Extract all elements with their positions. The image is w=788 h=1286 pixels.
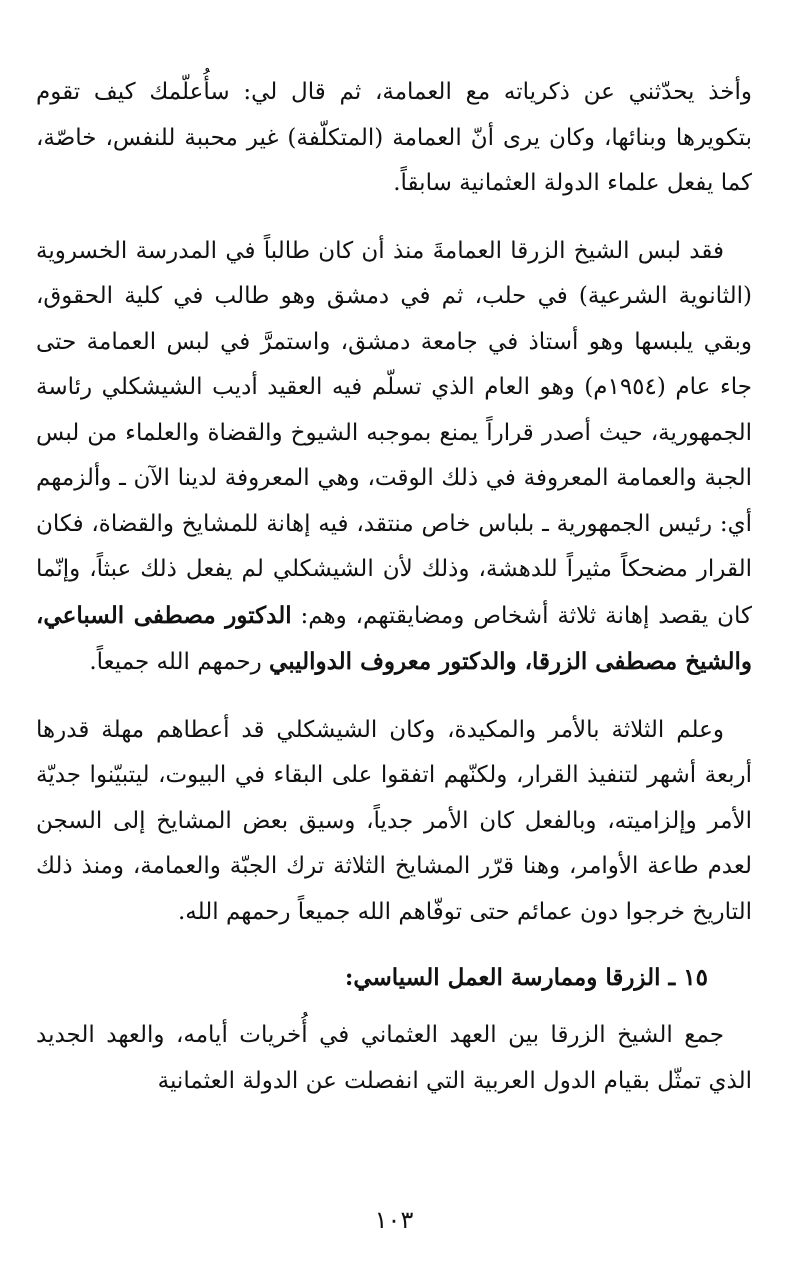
paragraph-political-work: جمع الشيخ الزرقا بين العهد العثماني في أُخريات أيامه، والعهد الجديد الذي تمثّل بقيام الدول العربية التي انفصلت عن الدولة العثمانية	[36, 1022, 752, 1094]
paragraph-turban-history	[36, 229, 752, 686]
paragraph-turban-history-names: الدكتور مصطفى السباعي، والشيخ مصطفى الزرقا، والدكتور معروف الدواليبي	[36, 601, 752, 675]
paragraph-three-sheikhs: وعلم الثلاثة بالأمر والمكيدة، وكان الشيشكلي قد أعطاهم مهلة قدرها أربعة أشهر لتنفيذ القرار، ولكنّهم اتفقوا على البقاء في البيوت، ليتبيّنوا جديّة الأمر وإلزاميته، وبالفعل كان الأمر جدياً، وسيق بعض المشايخ إلى السجن لعدم طاعة الأوامر، وهنا قرّر المشايخ الثلاثة ترك الجبّة والعمامة، ومنذ ذلك التاريخ خرجوا دون عمائم حتى توفّاهم الله جميعاً رحمهم الله.	[36, 716, 752, 925]
paragraph-turban-history-ending: رحمهم الله جميعاً.	[89, 649, 270, 675]
paragraph-turban-memories: وأخذ يحدّثني عن ذكرياته مع العمامة، ثم قال لي: سأُعلّمك كيف تقوم بتكويرها وبنائها، وكان يرى أنّ العمامة (المتكلّفة) غير محببة للنفس، خاصّة، كما يفعل علماء الدولة العثمانية سابقاً.	[36, 79, 752, 196]
page-body	[36, 70, 752, 1126]
section-heading: ١٥ ـ الزرقا وممارسة العمل السياسي:	[344, 964, 708, 991]
page-number: ١٠٣	[374, 1206, 414, 1234]
paragraph-turban-history-text: فقد لبس الشيخ الزرقا العمامةَ منذ أن كان طالباً في المدرسة الخسروية (الثانوية الشرعية) في حلب، ثم في دمشق وهو طالب في كلية الحقوق، وبقي يلبسها وهو أستاذ في جامعة دمشق، واستمرَّ في لبس العمامة حتى جاء عام (١٩٥٤م) وهو العام الذي تسلّم فيه العقيد أديب الشيشكلي رئاسة الجمهورية، حيث أصدر قراراً يمنع بموجبه الشيوخ والقضاة والعلماء من لبس الجبة والعمامة المعروفة في ذلك الوقت، وهي المعروفة لدينا الآن ـ وألزمهم أي: رئيس الجمهورية ـ بلباس خاص منتقد، فيه إهانة للمشايخ والقضاة، فكان القرار مضحكاً مثيراً للدهشة، وذلك لأن الشيشكلي لم يفعل ذلك عبثاً، وإنّما كان يقصد إهانة ثلاثة أشخاص ومضايقتهم، وهم:	[36, 237, 753, 629]
